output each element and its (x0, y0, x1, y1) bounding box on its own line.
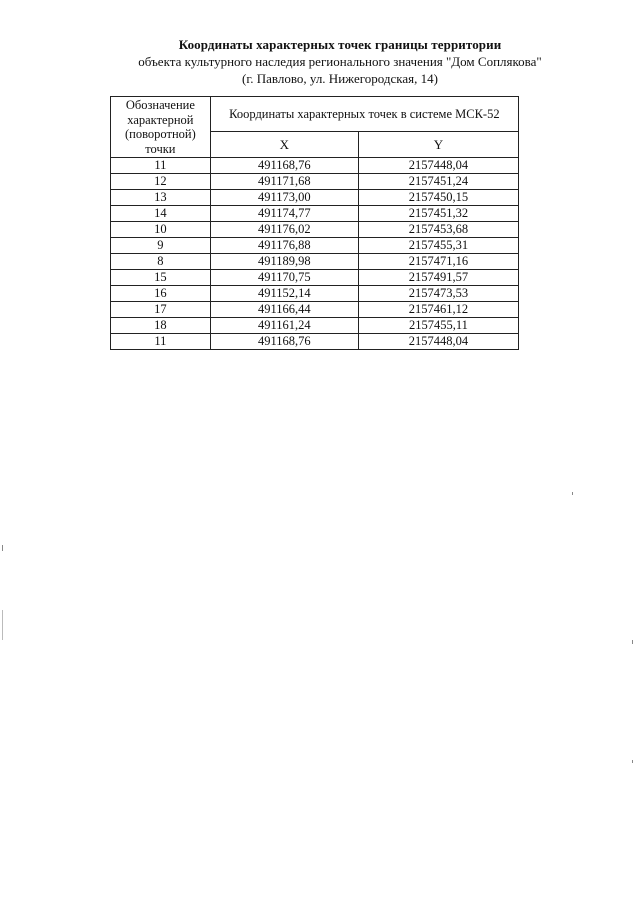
point-cell: 14 (111, 206, 211, 222)
point-cell: 17 (111, 302, 211, 318)
x-cell: 491174,77 (210, 206, 358, 222)
x-column-header: X (210, 132, 358, 158)
x-cell: 491176,02 (210, 222, 358, 238)
scan-speck (2, 610, 3, 640)
y-column-header: Y (358, 132, 518, 158)
x-cell: 491189,98 (210, 254, 358, 270)
y-cell: 2157448,04 (358, 158, 518, 174)
document-subtitle-object: объекта культурного наследия регионального значения "Дом Соплякова" (138, 54, 542, 69)
table-row (111, 158, 519, 174)
document-subtitle-address: (г. Павлово, ул. Нижегородская, 14) (242, 71, 438, 86)
x-cell: 491168,76 (210, 334, 358, 350)
y-cell: 2157451,24 (358, 174, 518, 190)
y-cell: 2157473,53 (358, 286, 518, 302)
y-cell: 2157461,12 (358, 302, 518, 318)
point-cell: 9 (111, 238, 211, 254)
x-cell: 491152,14 (210, 286, 358, 302)
document-heading (0, 36, 640, 87)
x-cell: 491166,44 (210, 302, 358, 318)
table-row (111, 318, 519, 334)
table-row (111, 206, 519, 222)
point-cell: 16 (111, 286, 211, 302)
scan-speck (572, 492, 573, 495)
y-cell: 2157455,11 (358, 318, 518, 334)
point-cell: 15 (111, 270, 211, 286)
y-cell: 2157451,32 (358, 206, 518, 222)
y-cell: 2157471,16 (358, 254, 518, 270)
table-row (111, 238, 519, 254)
document-title: Координаты характерных точек границы территории (178, 37, 502, 52)
table-row (111, 190, 519, 206)
table-row (111, 174, 519, 190)
scan-speck (632, 640, 633, 644)
y-cell: 2157455,31 (358, 238, 518, 254)
point-cell: 11 (111, 334, 211, 350)
table-row (111, 334, 519, 350)
x-cell: 491161,24 (210, 318, 358, 334)
table-row (111, 254, 519, 270)
x-cell: 491176,88 (210, 238, 358, 254)
coordinate-system-header: Координаты характерных точек в системе МСК-52 (210, 97, 518, 132)
x-cell: 491173,00 (210, 190, 358, 206)
table-row (111, 270, 519, 286)
scan-speck (632, 760, 633, 763)
scan-speck (2, 545, 3, 551)
point-cell: 13 (111, 190, 211, 206)
x-cell: 491171,68 (210, 174, 358, 190)
point-cell: 8 (111, 254, 211, 270)
y-cell: 2157450,15 (358, 190, 518, 206)
y-cell: 2157453,68 (358, 222, 518, 238)
coordinates-table (110, 96, 519, 350)
x-cell: 491170,75 (210, 270, 358, 286)
table-row (111, 302, 519, 318)
x-cell: 491168,76 (210, 158, 358, 174)
point-cell: 10 (111, 222, 211, 238)
table-row (111, 286, 519, 302)
point-cell: 12 (111, 174, 211, 190)
y-cell: 2157491,57 (358, 270, 518, 286)
point-column-header: Обозначение характерной (поворотной) точки (111, 97, 211, 158)
y-cell: 2157448,04 (358, 334, 518, 350)
point-cell: 11 (111, 158, 211, 174)
table-header-row (111, 97, 519, 132)
table-row (111, 222, 519, 238)
point-cell: 18 (111, 318, 211, 334)
